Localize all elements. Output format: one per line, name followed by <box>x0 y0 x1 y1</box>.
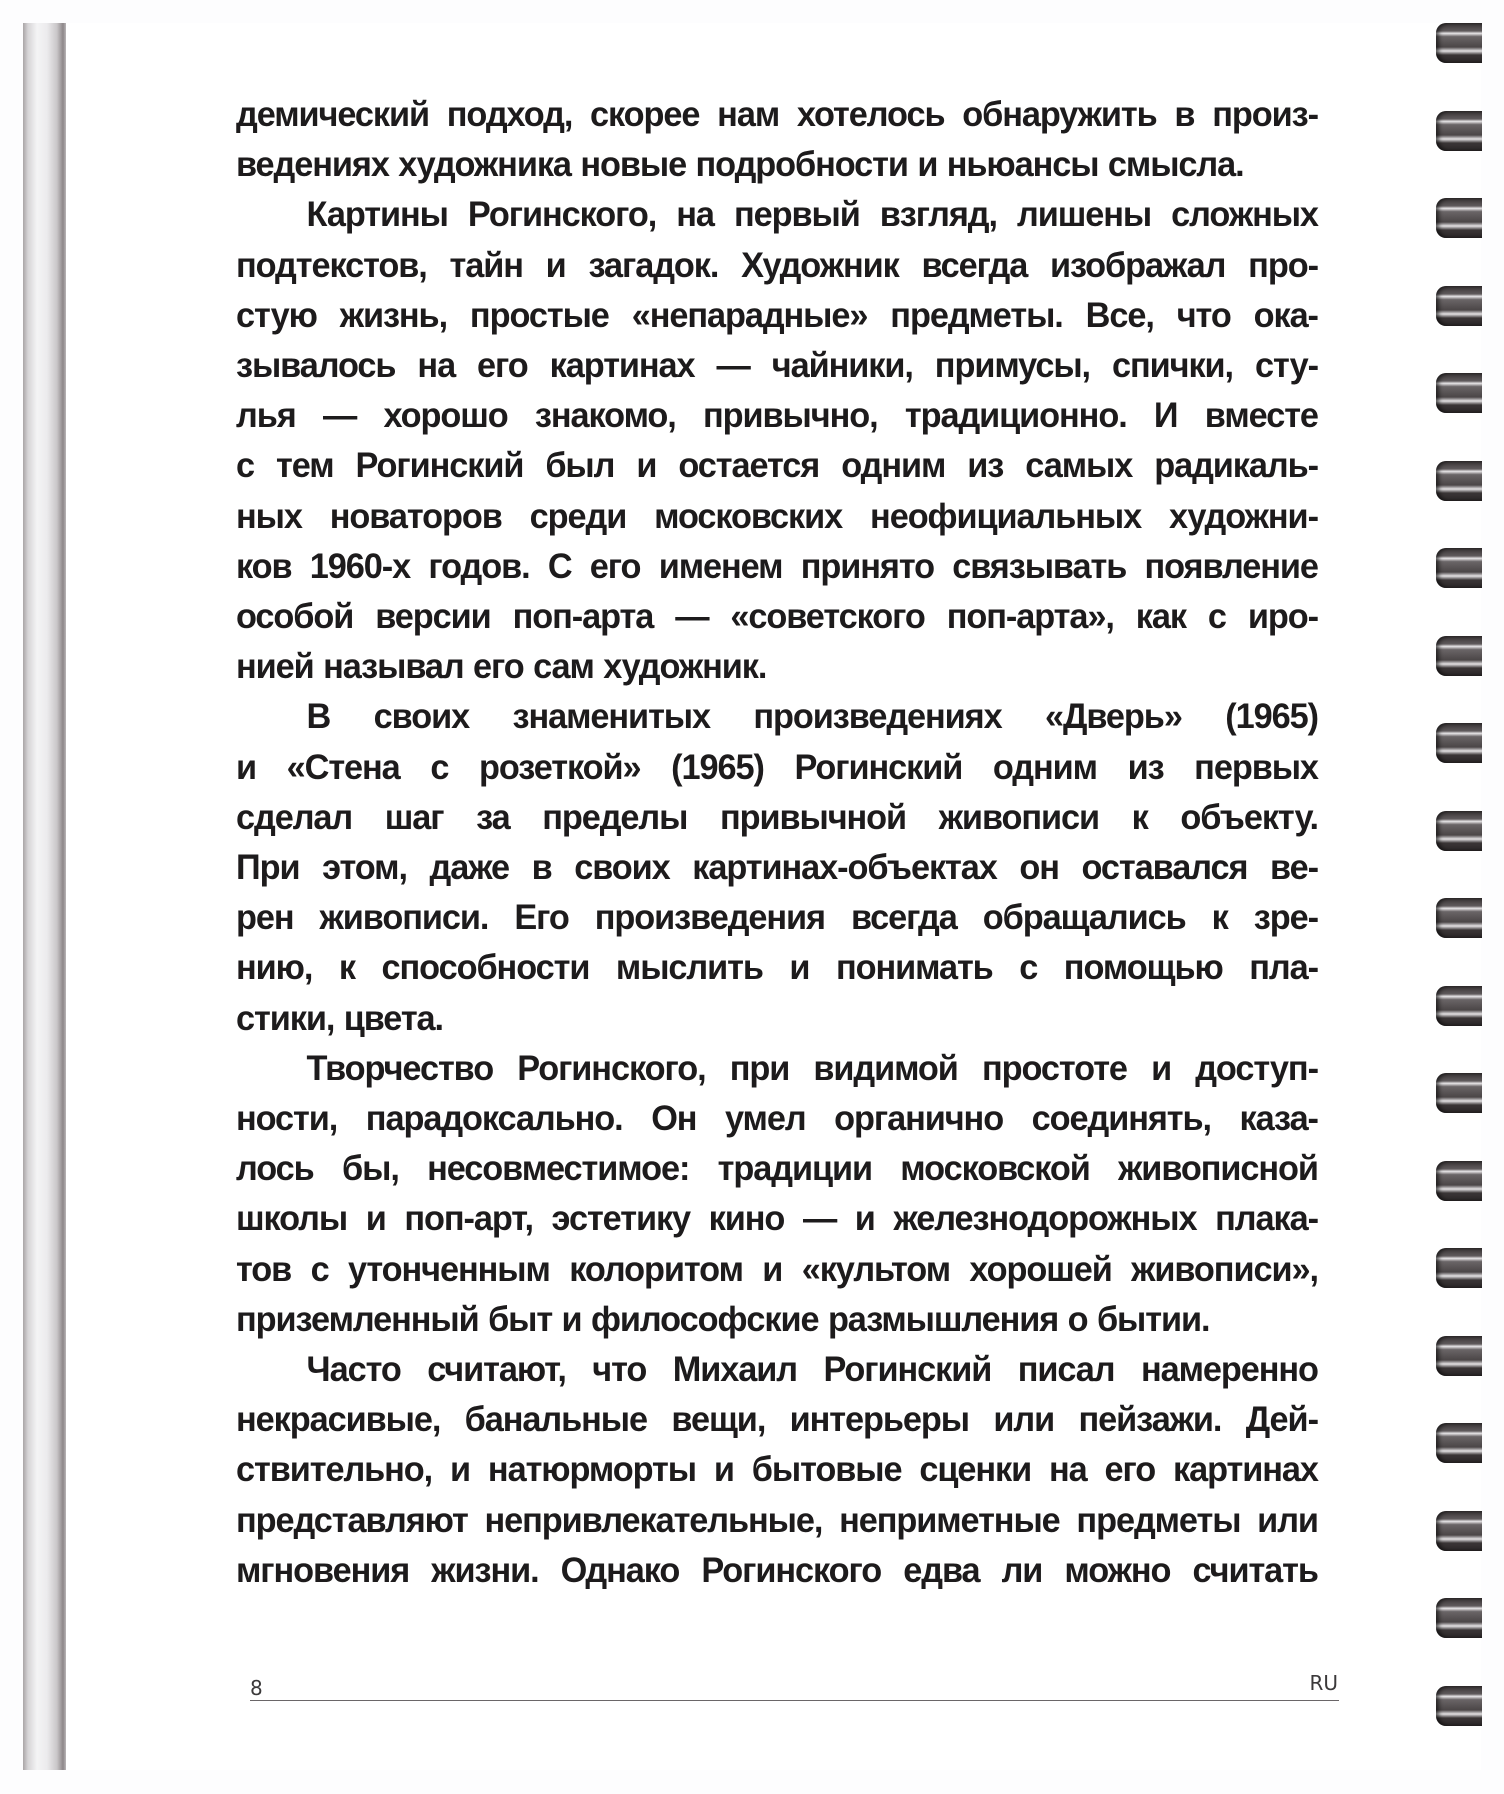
text-line: и «Стена с розеткой» (1965) Рогинский одним из первых <box>236 747 1318 787</box>
text-line: школы и поп-арт, эстетику кино — и железнодорожных плака- <box>236 1199 1318 1239</box>
text-line: В своих знаменитых произведениях «Дверь» (1965) <box>306 697 1318 737</box>
binding-ring-icon <box>1436 1336 1482 1376</box>
binding-ring-icon <box>1436 1423 1482 1463</box>
page-edge-strip <box>23 23 66 1770</box>
text-line: Творчество Рогинского, при видимой простоте и доступ- <box>306 1048 1318 1088</box>
text-line: мгновения жизни. Однако Рогинского едва ли можно считать <box>236 1550 1318 1590</box>
text-line: демический подход, скорее нам хотелось обнаружить в произ- <box>236 95 1318 134</box>
text-line: нию, к способности мыслить и понимать с помощью пла- <box>236 948 1318 988</box>
binding-ring-icon <box>1436 1073 1482 1113</box>
text-line: стую жизнь, простые «непарадные» предметы. Все, что ока- <box>236 295 1318 335</box>
binding-ring-icon <box>1436 1161 1482 1201</box>
binding-ring-icon <box>1436 1511 1482 1551</box>
text-line: некрасивые, банальные вещи, интерьеры или пейзажи. Дей- <box>236 1400 1318 1440</box>
text-line: лья — хорошо знакомо, привычно, традиционно. И вместе <box>236 396 1318 436</box>
binding-ring-icon <box>1436 23 1482 63</box>
text-line: ствительно, и натюрморты и бытовые сценки на его картинах <box>236 1450 1318 1490</box>
text-line: При этом, даже в своих картинах-объектах он оставался ве- <box>236 848 1318 888</box>
text-line: сделал шаг за пределы привычной живописи к объекту. <box>236 797 1318 837</box>
binding-ring-icon <box>1436 898 1482 938</box>
text-line: нией называл его сам художник. <box>236 647 767 687</box>
paragraph <box>236 1345 1318 1596</box>
text-line: зывалось на его картинах — чайники, примусы, спички, сту- <box>236 346 1318 386</box>
paragraph <box>236 692 1318 1043</box>
binding-ring-icon <box>1436 111 1482 151</box>
text-line: приземленный быт и философские размышления о бытии. <box>236 1299 1210 1339</box>
text-line: Часто считают, что Михаил Рогинский писал намеренно <box>306 1350 1318 1390</box>
text-line: ведениях художника новые подробности и ньюансы смысла. <box>236 145 1244 185</box>
text-line: с тем Рогинский был и остается одним из самых радикаль- <box>236 446 1318 486</box>
binding-ring-icon <box>1436 373 1482 413</box>
binding-ring-icon <box>1436 811 1482 851</box>
binding-ring-icon <box>1436 636 1482 676</box>
text-line: ности, парадоксально. Он умел органично соединять, каза- <box>236 1099 1318 1139</box>
body-text <box>236 90 1318 1596</box>
text-line: подтекстов, тайн и загадок. Художник всегда изображал про- <box>236 245 1318 285</box>
text-line: рен живописи. Его произведения всегда обращались к зре- <box>236 898 1318 938</box>
text-line: Картины Рогинского, на первый взгляд, лишены сложных <box>306 195 1318 235</box>
text-line: тов с утонченным колоритом и «культом хорошей живописи», <box>236 1249 1318 1289</box>
paragraph <box>236 90 1318 190</box>
text-line: ных новаторов среди московских неофициальных художни- <box>236 496 1318 536</box>
paragraph <box>236 1044 1318 1345</box>
text-line: лось бы, несовместимое: традиции московской живописной <box>236 1149 1318 1189</box>
paragraph <box>236 190 1318 692</box>
text-line: ков 1960-х годов. С его именем принято связывать появление <box>236 546 1318 586</box>
binding-ring-icon <box>1436 1686 1482 1726</box>
text-line: представляют непривлекательные, неприметные предметы или <box>236 1500 1318 1540</box>
language-code: RU <box>1309 1671 1338 1695</box>
binding-ring-icon <box>1436 461 1482 501</box>
binding-ring-icon <box>1436 1248 1482 1288</box>
binding-ring-icon <box>1436 198 1482 238</box>
page-number: 8 <box>250 1676 263 1700</box>
binding-ring-icon <box>1436 548 1482 588</box>
binding-ring-icon <box>1436 286 1482 326</box>
binding-ring-icon <box>1436 986 1482 1026</box>
footer-rule <box>250 1700 1339 1701</box>
binding-ring-icon <box>1436 1598 1482 1638</box>
text-line: стики, цвета. <box>236 998 443 1038</box>
text-line: особой версии поп-арта — «советского поп-арта», как с иро- <box>236 597 1318 637</box>
binding-ring-icon <box>1436 723 1482 763</box>
